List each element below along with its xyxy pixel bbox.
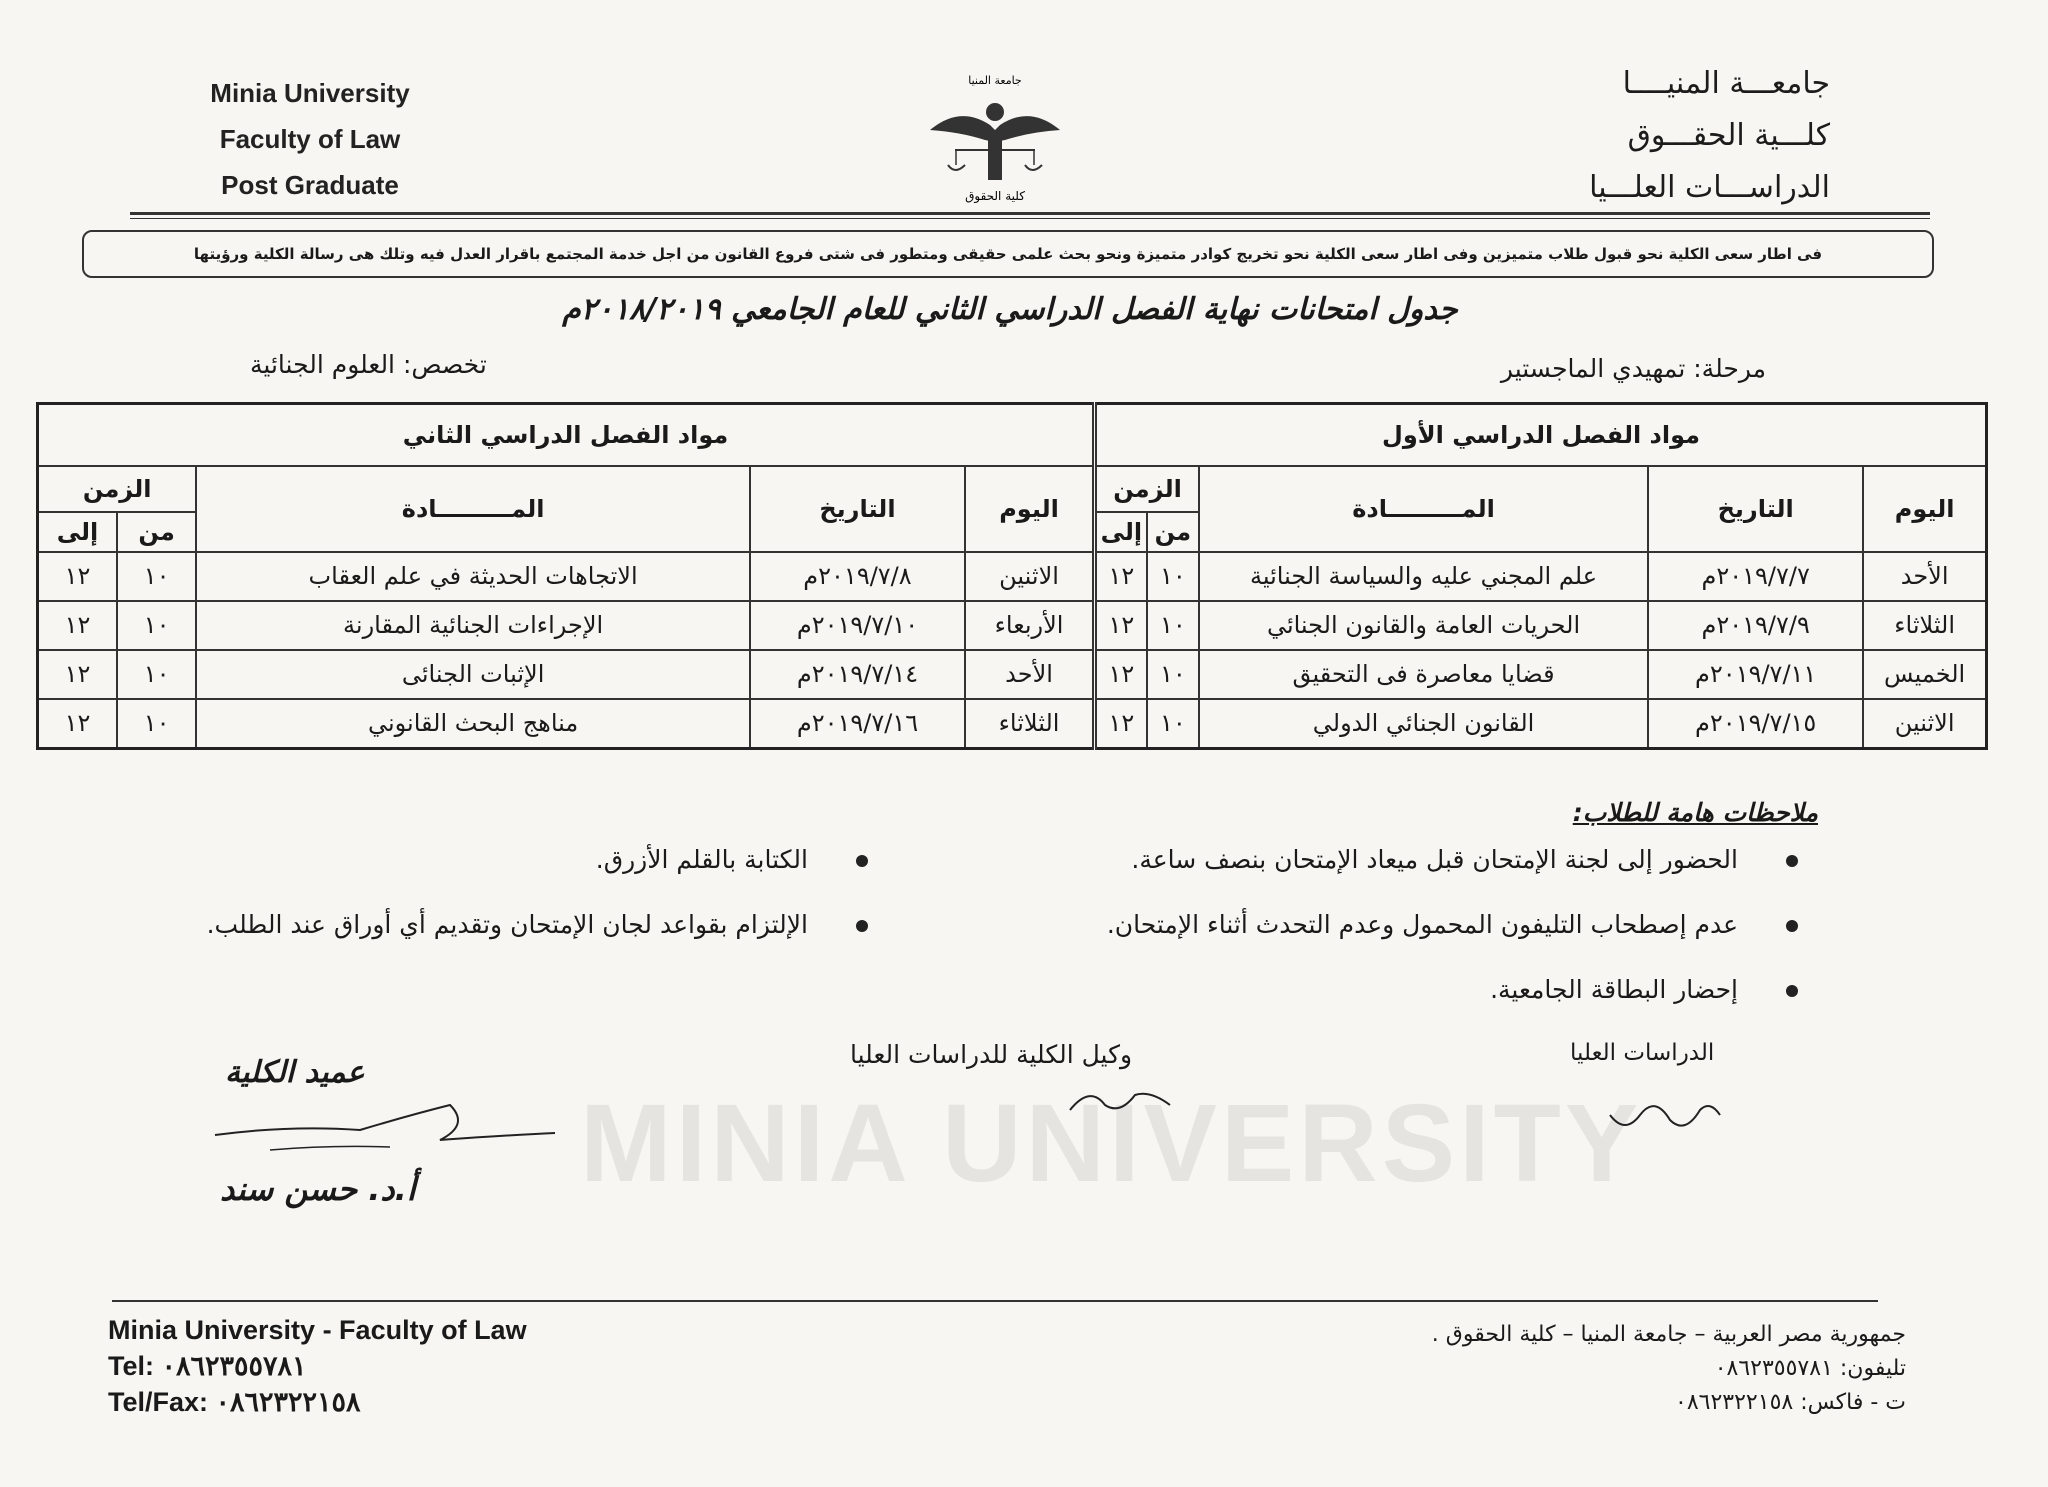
cell-day: الاثنين (1863, 699, 1986, 749)
col-from: من (1147, 512, 1199, 552)
header-ar-university: جامعـــة المنيــــا (1622, 66, 1830, 101)
header-en-university: Minia University (210, 78, 410, 108)
col-subject: المـــــــــادة (196, 466, 750, 552)
footer-en-tel: Tel: ٠٨٦٢٣٥٥٧٨١ (108, 1351, 307, 1381)
vice-dean-title: وكيل الكلية للدراسات العليا (850, 1040, 1133, 1069)
note-item (596, 845, 868, 874)
cell-to: ١٢ (38, 601, 117, 650)
footer-divider (112, 1300, 1878, 1302)
note-item (1107, 910, 1798, 939)
note-item (207, 910, 868, 939)
cell-day: الاثنين (965, 552, 1095, 601)
header-english (150, 70, 470, 208)
cell-date: ٢٠١٩/٧/١٥م (1648, 699, 1863, 749)
cell-from: ١٠ (1147, 552, 1199, 601)
note-item (1131, 845, 1798, 874)
cell-from: ١٠ (117, 699, 196, 749)
col-day: اليوم (965, 466, 1095, 552)
cell-day: الأحد (965, 650, 1095, 699)
dean-title: عميد الكلية (225, 1055, 365, 1090)
table-row (38, 699, 1987, 749)
mission-statement: فى اطار سعى الكلية نحو قبول طلاب متميزين وفى اطار سعى الكلية نحو تخريج كوادر متميزة ونحو بحث علمى حقيقى ومتطور فى شتى فروع القانون من اجل خدمة المجتمع باقرار العدل فيه وتلك هى رسالة الكلية ورؤيتها (82, 230, 1934, 278)
cell-day: الثلاثاء (1863, 601, 1986, 650)
cell-day: الأحد (1863, 552, 1986, 601)
cell-from: ١٠ (117, 601, 196, 650)
col-date: التاريخ (1648, 466, 1863, 552)
note-text: إحضار البطاقة الجامعية. (1490, 975, 1738, 1004)
footer-arabic (1432, 1318, 1906, 1420)
cell-from: ١٠ (117, 650, 196, 699)
cell-from: ١٠ (117, 552, 196, 601)
cell-subject: الإثبات الجنائى (196, 650, 750, 699)
footer-ar-name: جمهورية مصر العربية – جامعة المنيا – كلية الحقوق . (1431, 1322, 1906, 1347)
header-arabic (1500, 58, 1830, 214)
col-from: من (117, 512, 196, 552)
cell-subject: قضايا معاصرة فى التحقيق (1199, 650, 1648, 699)
table-row (38, 552, 1987, 601)
cell-day: الثلاثاء (965, 699, 1095, 749)
logo-top-text: جامعة المنيا (968, 74, 1022, 87)
bullet-icon (1786, 920, 1798, 932)
exam-schedule-table (36, 402, 1988, 750)
table-row (38, 650, 1987, 699)
cell-subject: مناهج البحث القانوني (196, 699, 750, 749)
isis-scales-logo-icon (920, 70, 1070, 205)
header-divider-thin (130, 218, 1930, 219)
cell-to: ١٢ (38, 552, 117, 601)
note-text: الحضور إلى لجنة الإمتحان قبل ميعاد الإمتحان بنصف ساعة. (1131, 845, 1738, 874)
cell-subject: الحريات العامة والقانون الجنائي (1199, 601, 1648, 650)
cell-date: ٢٠١٩/٧/١٦م (750, 699, 965, 749)
cell-to: ١٢ (1095, 552, 1147, 601)
note-text: عدم إصطحاب التليفون المحمول وعدم التحدث أثناء الإمتحان. (1106, 910, 1738, 939)
note-item (1490, 975, 1798, 1004)
postgrad-title: الدراسات العليا (1570, 1040, 1715, 1066)
cell-from: ١٠ (1147, 601, 1199, 650)
col-subject: المـــــــــادة (1199, 466, 1648, 552)
header-en-faculty: Faculty of Law (219, 124, 401, 154)
footer-en-name: Minia University - Faculty of Law (108, 1315, 527, 1345)
cell-to: ١٢ (1095, 650, 1147, 699)
cell-from: ١٠ (1147, 699, 1199, 749)
header-en-postgrad: Post Graduate (221, 170, 399, 200)
logo-bottom-text: كلية الحقوق (965, 189, 1025, 203)
cell-date: ٢٠١٩/٧/١١م (1648, 650, 1863, 699)
cell-date: ٢٠١٩/٧/٧م (1648, 552, 1863, 601)
cell-subject: الإجراءات الجنائية المقارنة (196, 601, 750, 650)
cell-from: ١٠ (1147, 650, 1199, 699)
col-time: الزمن (1095, 466, 1199, 512)
bullet-icon (856, 855, 868, 867)
stage-label: مرحلة: تمهيدي الماجستير (1500, 354, 1766, 383)
cell-day: الأربعاء (965, 601, 1095, 650)
cell-to: ١٢ (1095, 601, 1147, 650)
footer-ar-tel: تليفون: ٠٨٦٢٣٥٥٧٨١ (1714, 1356, 1906, 1381)
bullet-icon (1786, 985, 1798, 997)
footer-english (108, 1312, 527, 1420)
table-row (38, 601, 1987, 650)
col-to: إلى (1095, 512, 1147, 552)
col-day: اليوم (1863, 466, 1986, 552)
postgrad-signature-icon (1600, 1085, 1730, 1145)
footer-en-fax: Tel/Fax: ٠٨٦٢٣٢٢١٥٨ (108, 1387, 361, 1417)
sem1-header: مواد الفصل الدراسي الأول (1095, 404, 1987, 466)
dean-name: أ.د. حسن سند (220, 1170, 416, 1208)
cell-subject: علم المجني عليه والسياسة الجنائية (1199, 552, 1648, 601)
bullet-icon (856, 920, 868, 932)
header-ar-faculty: كلـــية الحقـــوق (1627, 118, 1830, 153)
col-date: التاريخ (750, 466, 965, 552)
dean-signature-icon (210, 1085, 560, 1175)
header-divider (130, 212, 1930, 215)
specialization-label: تخصص: العلوم الجنائية (250, 350, 487, 379)
vice-dean-signature-icon (1060, 1075, 1180, 1125)
cell-to: ١٢ (38, 650, 117, 699)
cell-day: الخميس (1863, 650, 1986, 699)
cell-date: ٢٠١٩/٧/٩م (1648, 601, 1863, 650)
col-to: إلى (38, 512, 117, 552)
cell-date: ٢٠١٩/٧/١٠م (750, 601, 965, 650)
cell-date: ٢٠١٩/٧/٨م (750, 552, 965, 601)
cell-subject: القانون الجنائي الدولي (1199, 699, 1648, 749)
notes-title: ملاحظات هامة للطلاب: (1572, 798, 1818, 827)
cell-to: ١٢ (38, 699, 117, 749)
cell-to: ١٢ (1095, 699, 1147, 749)
footer-ar-fax: ت - فاكس: ٠٨٦٢٣٢٢١٥٨ (1675, 1390, 1906, 1415)
watermark-text: MINIA UNIVERSITY (580, 1082, 1643, 1205)
note-text: الكتابة بالقلم الأزرق. (595, 845, 808, 874)
note-text: الإلتزام بقواعد لجان الإمتحان وتقديم أي أوراق عند الطلب. (206, 910, 808, 939)
col-time: الزمن (38, 466, 197, 512)
header-ar-postgrad: الدراســـات العلـــيا (1589, 170, 1830, 205)
page-title: جدول امتحانات نهاية الفصل الدراسي الثاني للعام الجامعي ٢٠١٨/٢٠١٩م (562, 292, 1458, 327)
bullet-icon (1786, 855, 1798, 867)
cell-date: ٢٠١٩/٧/١٤م (750, 650, 965, 699)
sem2-header: مواد الفصل الدراسي الثاني (38, 404, 1095, 466)
cell-subject: الاتجاهات الحديثة في علم العقاب (196, 552, 750, 601)
